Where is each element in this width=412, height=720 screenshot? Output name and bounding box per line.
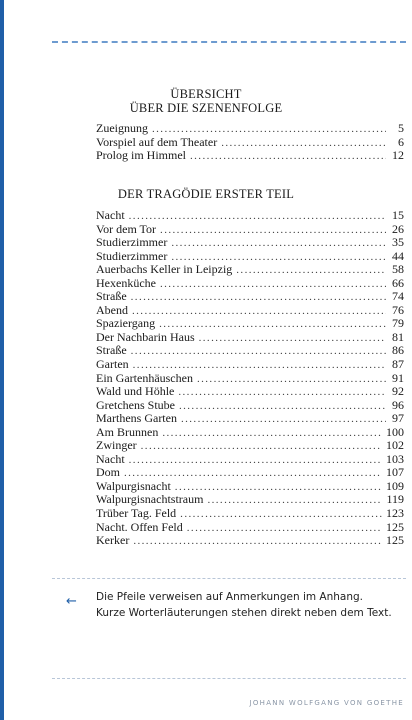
overview-heading [0,87,412,115]
overview-heading-line1: ÜBERSICHT [170,87,242,101]
toc-entry[interactable]: Gretchens Stube ..... 96 [96,399,404,413]
intro-toc [96,122,404,163]
toc-entry[interactable]: Am Brunnen ..... 100 [96,426,404,440]
toc-entry[interactable]: Der Nachbarin Haus ..... 81 [96,331,404,345]
overview-heading-line2: ÜBER DIE SZENENFOLGE [129,101,283,115]
toc-entry[interactable]: Studierzimmer ..... 44 [96,250,404,264]
toc-entry[interactable]: Dom ..... 107 [96,466,404,480]
arrow-left-icon: ← [66,594,77,609]
toc-entry[interactable]: Garten ..... 87 [96,358,404,372]
toc-entry[interactable]: Nacht ..... 15 [96,209,404,223]
running-footer: JOHANN WOLFGANG VON GOETHE [249,699,404,707]
toc-entry[interactable]: Vorspiel auf dem Theater ..... 6 [96,136,404,150]
toc-entry[interactable]: Abend ..... 76 [96,304,404,318]
toc-entry[interactable]: Straße ..... 74 [96,290,404,304]
toc-entry[interactable]: Nacht ..... 103 [96,453,404,467]
toc-entry[interactable]: Nacht. Offen Feld ..... 125 [96,521,404,535]
toc-entry[interactable]: Wald und Höhle ..... 92 [96,385,404,399]
note-line-1: Die Pfeile verweisen auf Anmerkungen im Anhang. [96,591,364,603]
toc-entry[interactable]: Prolog im Himmel ..... 12 [96,149,404,163]
toc-entry[interactable]: Auerbachs Keller in Leipzig ..... 58 [96,263,404,277]
toc-entry[interactable]: Straße ..... 86 [96,344,404,358]
toc-entry[interactable]: Zueignung ..... 5 [96,122,404,136]
scenes-toc [96,209,404,548]
toc-entry[interactable]: Vor dem Tor ..... 26 [96,223,404,237]
toc-entry[interactable]: Zwinger ..... 102 [96,439,404,453]
toc-entry[interactable]: Marthens Garten ..... 97 [96,412,404,426]
toc-entry[interactable]: Kerker ..... 125 [96,534,404,548]
toc-entry[interactable]: Ein Gartenhäuschen ..... 91 [96,372,404,386]
part-one-heading: DER TRAGÖDIE ERSTER TEIL [117,187,295,201]
toc-entry[interactable]: Trüber Tag. Feld ..... 123 [96,507,404,521]
note-top-rule [52,578,406,579]
toc-entry[interactable]: Walpurgisnachtstraum ..... 119 [96,493,404,507]
arrow-note [96,590,396,621]
footer-rule [52,678,406,679]
toc-entry[interactable]: Walpurgisnacht ..... 109 [96,480,404,494]
toc-entry[interactable]: Hexenküche ..... 66 [96,277,404,291]
toc-entry[interactable]: Spaziergang ..... 79 [96,317,404,331]
note-line-2: Kurze Worterläuterungen stehen direkt neben dem Text. [96,606,392,619]
top-dashed-rule [52,41,406,43]
toc-entry[interactable]: Studierzimmer ..... 35 [96,236,404,250]
